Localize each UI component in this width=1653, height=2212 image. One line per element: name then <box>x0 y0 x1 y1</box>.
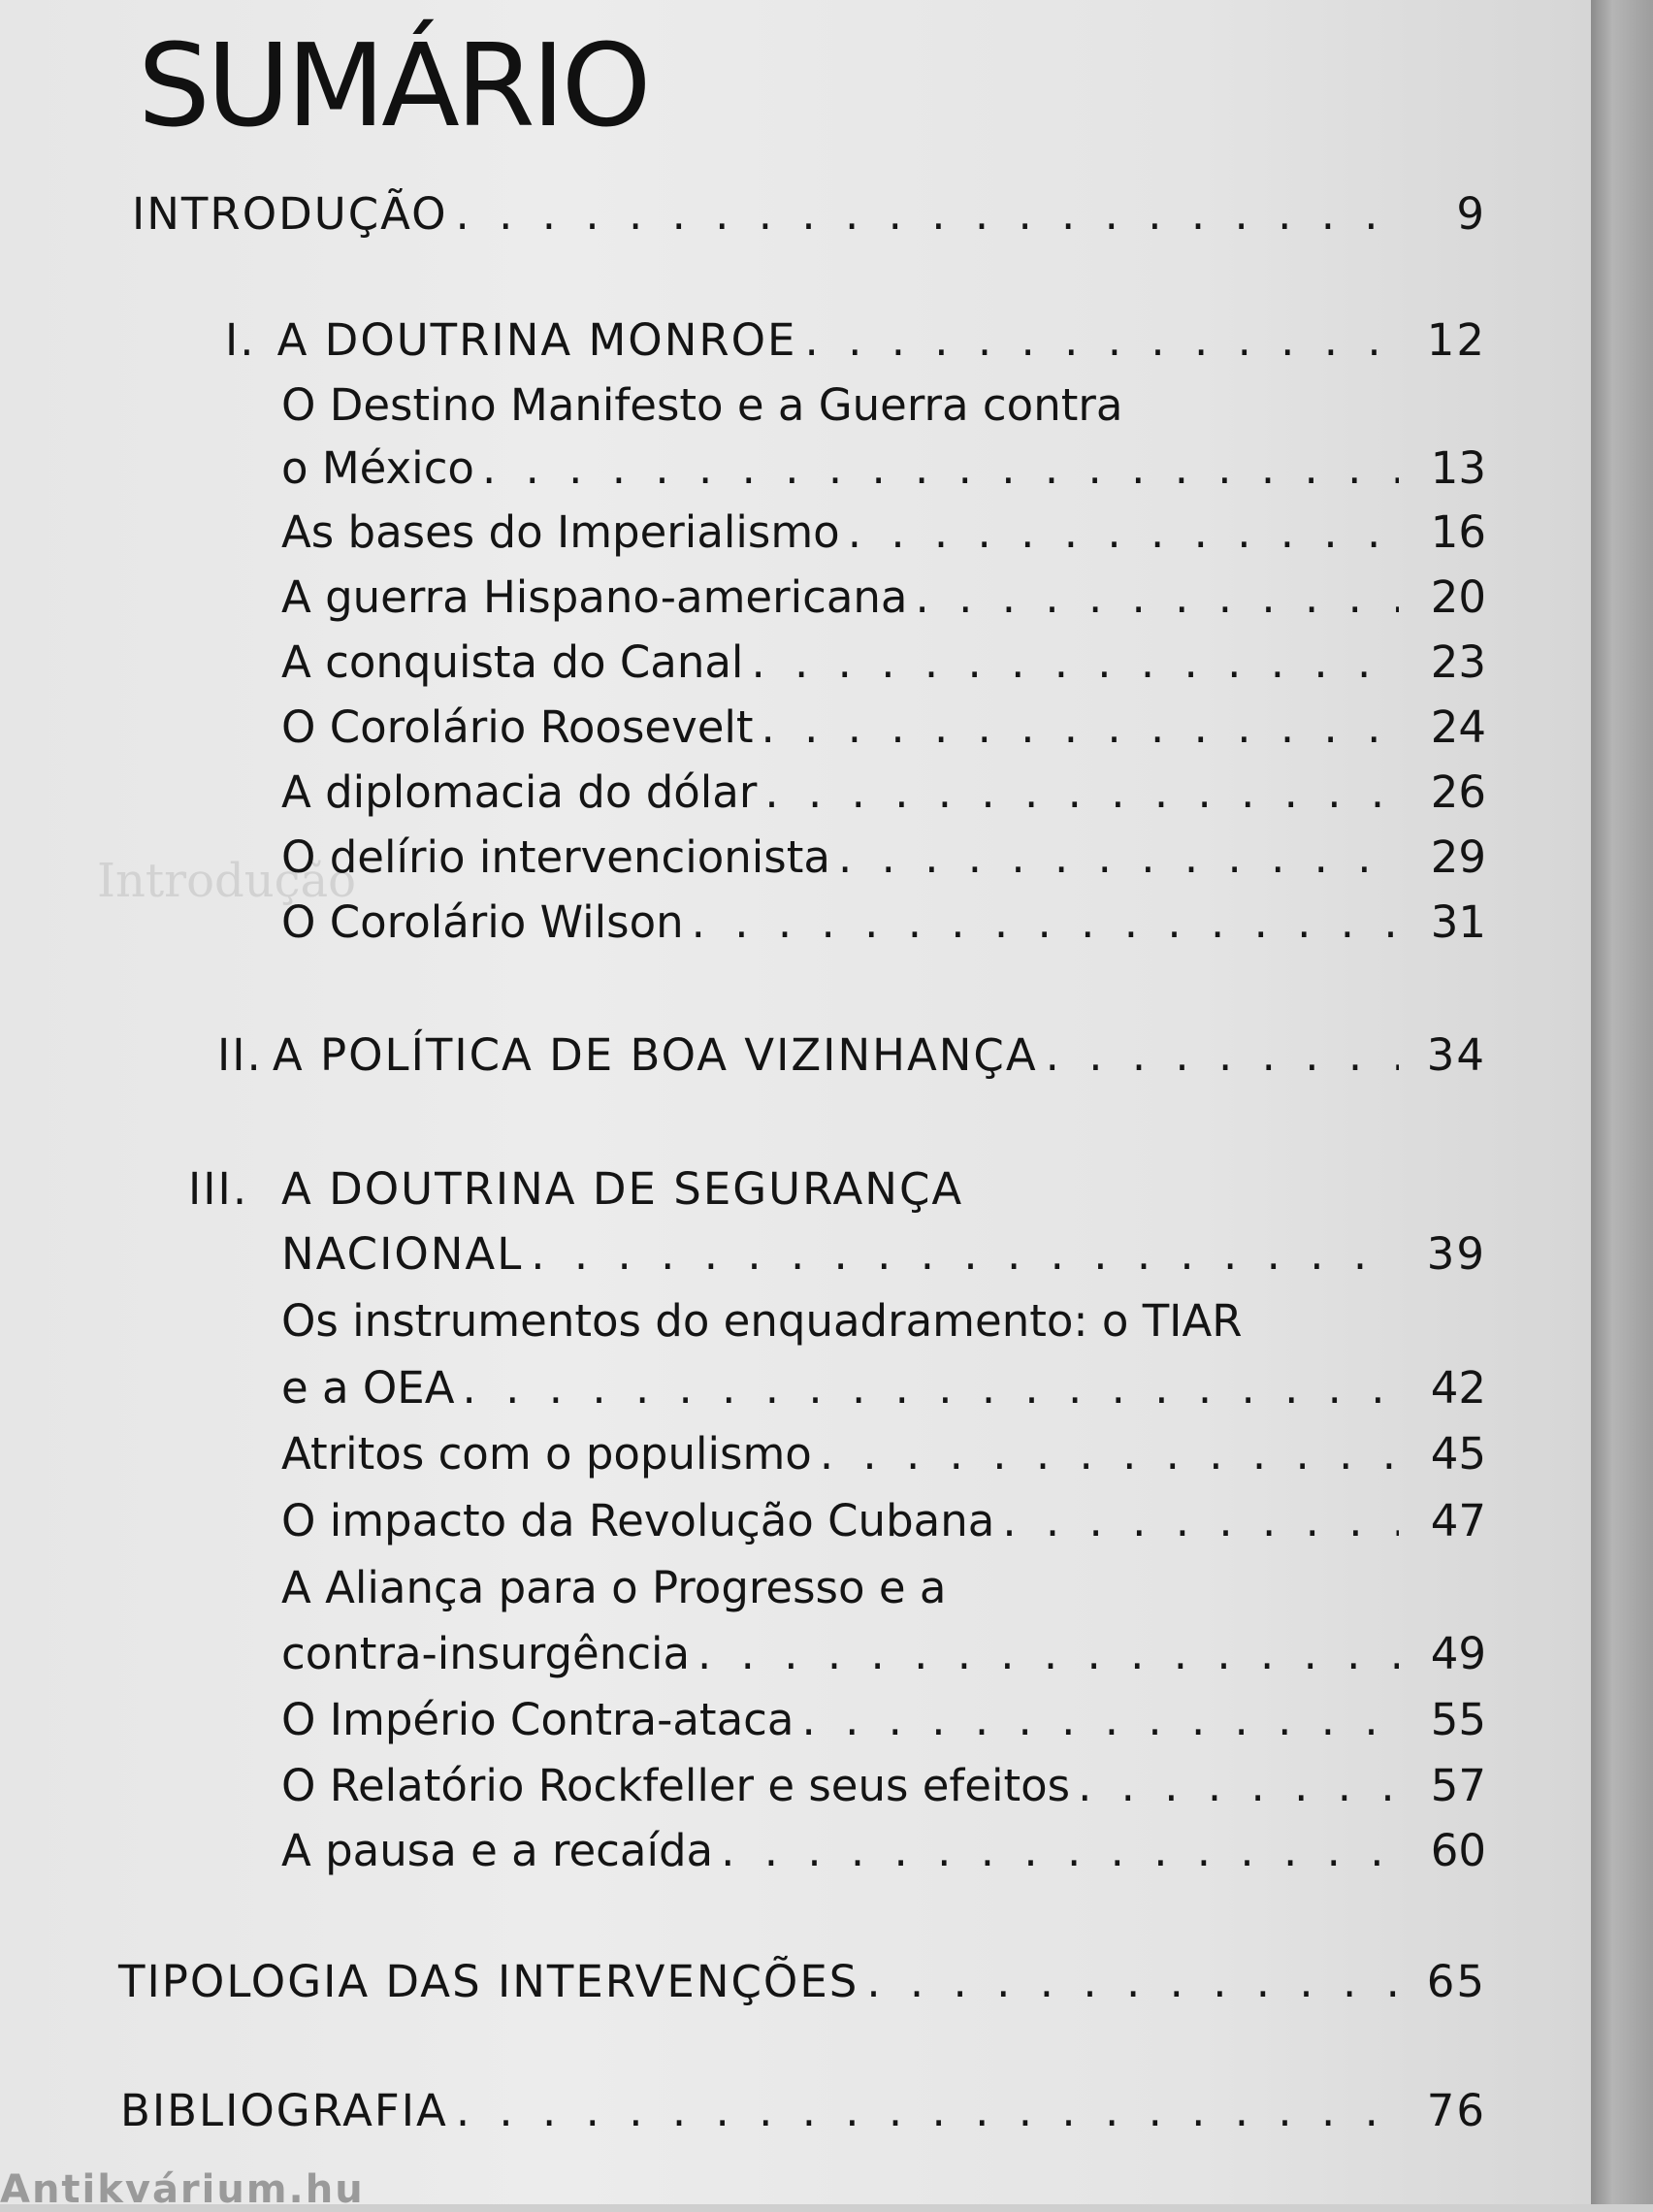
toc-page-number: 26 <box>1430 765 1486 818</box>
toc-subentry <box>281 1556 946 1618</box>
leader-dots <box>994 1495 1399 1546</box>
toc-entry-label: Os instrumentos do enquadramento: o TIAR <box>281 1294 1243 1347</box>
leader-dots <box>908 571 1399 623</box>
toc-page-number: 45 <box>1430 1427 1486 1480</box>
toc-entry-label: A diplomacia do dólar <box>281 765 758 818</box>
watermark: Antikvárium.hu <box>0 2167 365 2212</box>
toc-page-number: 34 <box>1426 1028 1486 1081</box>
toc-entry-label: A pausa e a recaída <box>281 1824 714 1876</box>
toc-entry-label: INTRODUÇÃO <box>132 187 448 240</box>
toc-page-number: 24 <box>1430 700 1486 753</box>
toc-subentry <box>281 826 1486 888</box>
leader-dots <box>757 766 1399 818</box>
toc-page-number: 49 <box>1430 1627 1486 1679</box>
toc-page-number: 76 <box>1426 2084 1486 2136</box>
toc-page-number: 9 <box>1456 187 1486 240</box>
toc-entry-label: O Corolário Roosevelt <box>281 700 754 753</box>
leader-dots <box>840 506 1399 558</box>
toc-entry-label: o México <box>281 441 474 494</box>
leader-dots <box>812 1428 1399 1480</box>
toc-page-number: 20 <box>1430 570 1486 623</box>
page-edge-shadow <box>1591 0 1653 2204</box>
leader-dots <box>474 442 1399 494</box>
chapter-title: A DOUTRINA MONROE <box>276 313 797 366</box>
toc-entry-label: O Relatório Rockfeller e seus efeitos <box>281 1759 1071 1811</box>
toc-entry-bibliografia <box>120 2079 1486 2141</box>
toc-page-number: 23 <box>1430 635 1486 688</box>
toc-subentry <box>281 1489 1486 1551</box>
leader-dots <box>743 636 1399 688</box>
toc-page-number: 57 <box>1430 1759 1486 1811</box>
toc-page-number: 12 <box>1426 313 1486 366</box>
toc-subentry <box>281 631 1486 693</box>
leader-dots <box>1038 1029 1399 1081</box>
chapter-numeral: III. <box>188 1162 249 1215</box>
toc-entry-tipologia <box>118 1950 1486 2012</box>
toc-page-number: 31 <box>1430 895 1486 948</box>
leader-dots <box>1070 1760 1399 1811</box>
page-title: SUMÁRIO <box>138 18 648 152</box>
toc-entry-label: e a OEA <box>281 1361 455 1414</box>
toc-subentry <box>281 696 1486 758</box>
toc-subentry <box>281 1289 1243 1351</box>
chapter-numeral: I. <box>225 313 256 366</box>
toc-page-number: 65 <box>1426 1955 1486 2007</box>
toc-entry-label: contra-insurgência <box>281 1627 691 1679</box>
toc-entry-label: O Destino Manifesto e a Guerra contra <box>281 378 1123 431</box>
toc-subentry <box>281 1622 1486 1684</box>
toc-entry-label: As bases do Imperialismo <box>281 505 840 558</box>
toc-entry-label: A Aliança para o Progresso e a <box>281 1561 947 1613</box>
leader-dots <box>684 896 1399 948</box>
toc-chapter-3-continued <box>281 1222 1486 1285</box>
leader-dots <box>448 188 1399 240</box>
toc-subentry <box>281 1356 1486 1418</box>
leader-dots <box>754 701 1399 753</box>
toc-entry-label: A guerra Hispano-americana <box>281 570 908 623</box>
toc-subentry <box>281 1688 1486 1750</box>
toc-page-number: 29 <box>1430 830 1486 883</box>
toc-page-number: 55 <box>1430 1693 1486 1745</box>
leader-dots <box>794 1694 1399 1745</box>
leader-dots <box>523 1228 1399 1280</box>
toc-chapter-2 <box>217 1024 1486 1086</box>
toc-page-number: 60 <box>1430 1824 1486 1876</box>
toc-page-number: 42 <box>1430 1361 1486 1414</box>
leader-dots <box>859 1956 1399 2007</box>
toc-entry-label: O Corolário Wilson <box>281 895 684 948</box>
toc-entry-label: O Império Contra-ataca <box>281 1693 794 1745</box>
toc-subentry <box>281 437 1486 499</box>
leader-dots <box>455 1362 1399 1414</box>
leader-dots <box>690 1628 1399 1679</box>
toc-page-number: 47 <box>1430 1494 1486 1546</box>
leader-dots <box>830 831 1399 883</box>
toc-page-number: 16 <box>1430 505 1486 558</box>
toc-entry-label: TIPOLOGIA DAS INTERVENÇÕES <box>118 1955 859 2007</box>
toc-chapter-3 <box>188 1157 963 1220</box>
toc-entry-label: O impacto da Revolução Cubana <box>281 1494 995 1546</box>
toc-subentry <box>281 891 1486 953</box>
toc-subentry <box>281 374 1122 436</box>
leader-dots <box>796 314 1399 366</box>
leader-dots <box>713 1825 1399 1876</box>
chapter-title: A DOUTRINA DE SEGURANÇA <box>281 1162 964 1215</box>
toc-page-number: 39 <box>1426 1227 1486 1280</box>
toc-entry-label: A conquista do Canal <box>281 635 744 688</box>
toc-entry-introducao <box>132 182 1486 244</box>
leader-dots <box>448 2085 1399 2136</box>
toc-page-number: 13 <box>1430 441 1486 494</box>
toc-entry-label: BIBLIOGRAFIA <box>120 2084 448 2136</box>
toc-subentry <box>281 1754 1486 1816</box>
chapter-title: A POLÍTICA DE BOA VIZINHANÇA <box>272 1028 1038 1081</box>
toc-entry-label: Atritos com o populismo <box>281 1427 812 1480</box>
toc-subentry <box>281 1819 1486 1881</box>
toc-entry-label: O delírio intervencionista <box>281 830 830 883</box>
toc-subentry <box>281 501 1486 563</box>
show-through-text: Introdução <box>97 854 357 908</box>
toc-subentry <box>281 761 1486 823</box>
chapter-title-continued: NACIONAL <box>281 1227 524 1280</box>
toc-subentry <box>281 566 1486 628</box>
toc-chapter-1 <box>225 309 1486 371</box>
toc-subentry <box>281 1422 1486 1484</box>
chapter-numeral: II. <box>217 1028 263 1081</box>
